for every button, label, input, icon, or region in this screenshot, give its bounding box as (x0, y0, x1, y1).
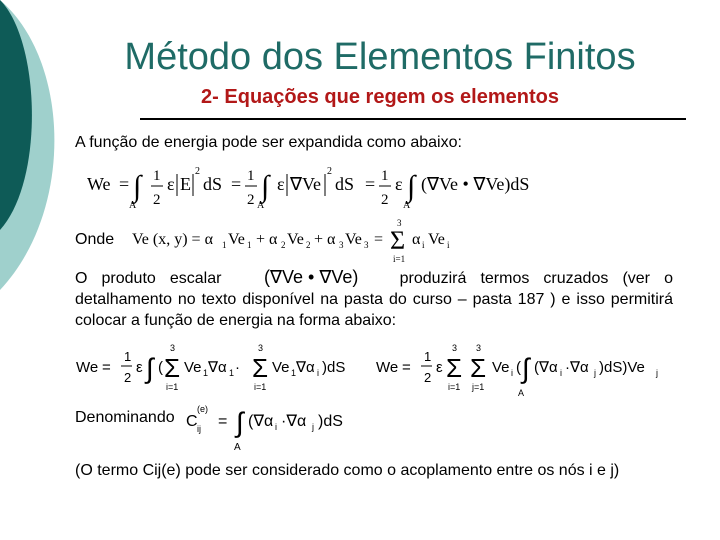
svg-text:=: = (119, 174, 130, 194)
svg-text:1: 1 (153, 168, 161, 184)
svg-text:2: 2 (124, 370, 132, 385)
svg-text:Σ: Σ (164, 353, 181, 383)
svg-text:∫: ∫ (236, 407, 244, 438)
svg-text:=: = (218, 413, 228, 430)
svg-text:i=1: i=1 (254, 382, 267, 392)
svg-text:Σ: Σ (470, 353, 487, 383)
svg-text:=: = (365, 174, 376, 194)
svg-text:)dS: )dS (318, 413, 343, 430)
svg-text:Ve (x, y) = α: Ve (x, y) = α (132, 231, 213, 248)
svg-text:3: 3 (364, 240, 369, 250)
svg-text:3: 3 (476, 343, 482, 353)
svg-text:i: i (317, 368, 319, 378)
svg-text:1: 1 (203, 368, 209, 378)
svg-text:1: 1 (291, 368, 297, 378)
svg-text:+ α: + α (256, 231, 278, 248)
para-text-end: produzirá termos cruzados (ver o detalhamento no texto disponível na pasta do curso – pasta 187 ) e isso permitirá colocar a função de energia na forma abaixo: (75, 270, 673, 329)
svg-text:·∇α: ·∇α (565, 359, 589, 376)
svg-text:Σ: Σ (446, 353, 463, 383)
svg-text:Σ: Σ (252, 353, 269, 383)
svg-text:Ve: Ve (287, 231, 304, 248)
svg-text:Σ: Σ (390, 226, 406, 255)
para-text-start: O produto escalar (75, 270, 222, 287)
denominando-label: Denominando (75, 409, 175, 426)
svg-text:Ve: Ve (184, 359, 202, 376)
svg-text:(∇Ve • ∇Ve)dS: (∇Ve • ∇Ve)dS (421, 174, 530, 194)
svg-text:C: C (186, 413, 198, 430)
svg-text:i: i (422, 240, 425, 250)
svg-text:(: ( (516, 359, 521, 376)
svg-text:dS: dS (335, 174, 355, 194)
coupling-note (75, 462, 619, 480)
svg-text:)dS: )dS (322, 359, 346, 376)
svg-text:∇α: ∇α (296, 359, 315, 376)
slide-subtitle: 2- Equações que regem os elementos (201, 86, 559, 108)
svg-text:j: j (312, 422, 314, 432)
svg-text:(∇α: (∇α (534, 359, 558, 376)
svg-text:Ve: Ve (345, 231, 362, 248)
svg-text:1: 1 (124, 349, 132, 364)
svg-text:A: A (234, 442, 241, 453)
svg-text:ε: ε (167, 174, 175, 194)
dot-product-expression (236, 266, 386, 289)
svg-text:1: 1 (247, 168, 255, 184)
svg-text:2: 2 (306, 240, 311, 250)
title-divider (140, 118, 686, 120)
coupling-note-text: (O termo Cij(e) pode ser considerado como o acoplamento entre os nós i e j) (75, 462, 620, 479)
svg-text:=: = (374, 231, 384, 248)
svg-text:=: = (402, 359, 411, 376)
svg-text:3: 3 (397, 218, 402, 228)
svg-text:+ α: + α (314, 231, 336, 248)
svg-text:1: 1 (381, 168, 389, 184)
svg-text:ε: ε (136, 359, 143, 376)
energy-single-sum-equation (74, 340, 374, 396)
dot-product-formula (236, 266, 386, 288)
svg-text:We: We (76, 359, 99, 376)
svg-text:1: 1 (229, 368, 235, 378)
decorative-corner-shape (0, 0, 60, 300)
svg-text:=: = (231, 174, 242, 194)
svg-text:1: 1 (222, 240, 227, 250)
svg-text:(∇α: (∇α (248, 413, 274, 430)
svg-text:2: 2 (153, 192, 161, 208)
svg-text:We: We (376, 359, 399, 376)
svg-text:dS: dS (203, 174, 223, 194)
energy-double-sum-equation (374, 340, 674, 398)
svg-text:∫: ∫ (407, 170, 416, 203)
svg-text:3: 3 (339, 240, 344, 250)
svg-text:2: 2 (424, 370, 432, 385)
svg-text:ε: ε (277, 174, 285, 194)
svg-text:(: ( (158, 359, 163, 376)
svg-text:i: i (447, 240, 450, 250)
svg-text:ij: ij (197, 424, 201, 434)
svg-text:A: A (129, 200, 137, 211)
svg-text:2: 2 (327, 166, 332, 177)
svg-text:A: A (257, 200, 265, 211)
svg-text:2: 2 (281, 240, 286, 250)
svg-text:2: 2 (247, 192, 255, 208)
svg-text:E: E (180, 174, 191, 194)
svg-text:∫: ∫ (146, 353, 154, 384)
svg-text:i: i (275, 422, 277, 432)
svg-text:A: A (518, 388, 525, 398)
svg-text:j=1: j=1 (472, 382, 485, 392)
svg-text:1: 1 (247, 240, 252, 250)
svg-text:∫: ∫ (261, 170, 270, 203)
svg-text:∫: ∫ (133, 170, 142, 203)
svg-text:A: A (403, 200, 411, 211)
svg-text:α: α (412, 231, 421, 248)
svg-text:2: 2 (381, 192, 389, 208)
svg-text:Ve: Ve (428, 231, 445, 248)
svg-text:Ve: Ve (228, 231, 245, 248)
svg-text:We: We (87, 174, 111, 194)
svg-text:∫: ∫ (522, 353, 530, 384)
svg-text:)dS)Ve: )dS)Ve (599, 359, 645, 376)
svg-text:i=1: i=1 (393, 254, 406, 264)
svg-text:i=1: i=1 (448, 382, 461, 392)
energy-equation (85, 160, 530, 212)
svg-text:(∇Ve • ∇Ve): (∇Ve • ∇Ve) (263, 267, 358, 287)
dot-product-paragraph (75, 266, 673, 331)
svg-text:Ve: Ve (272, 359, 290, 376)
slide-title: Método dos Elementos Finitos (124, 36, 636, 78)
intro-text: A função de energia pode ser expandida como abaixo: (75, 134, 462, 151)
svg-text:1: 1 (424, 349, 432, 364)
onde-label: Onde (75, 231, 115, 248)
svg-text:i: i (511, 368, 513, 378)
svg-text:3: 3 (170, 343, 176, 353)
svg-text:=: = (102, 359, 111, 376)
svg-text:ε: ε (436, 359, 443, 376)
svg-text:2: 2 (195, 166, 200, 177)
svg-text:i: i (560, 368, 562, 378)
coupling-equation (184, 400, 384, 452)
svg-text:∇Ve: ∇Ve (290, 174, 322, 194)
svg-text:·: · (235, 359, 240, 376)
svg-text:i=1: i=1 (166, 382, 179, 392)
svg-text:ε: ε (395, 174, 403, 194)
svg-text:Ve: Ve (492, 359, 510, 376)
svg-text:3: 3 (452, 343, 458, 353)
svg-text:j: j (594, 368, 596, 378)
svg-text:3: 3 (258, 343, 264, 353)
svg-text:∇α: ∇α (208, 359, 227, 376)
interpolation-equation (128, 218, 478, 266)
svg-text:(e): (e) (197, 404, 208, 414)
svg-text:·∇α: ·∇α (281, 413, 307, 430)
svg-text:j: j (656, 368, 658, 378)
